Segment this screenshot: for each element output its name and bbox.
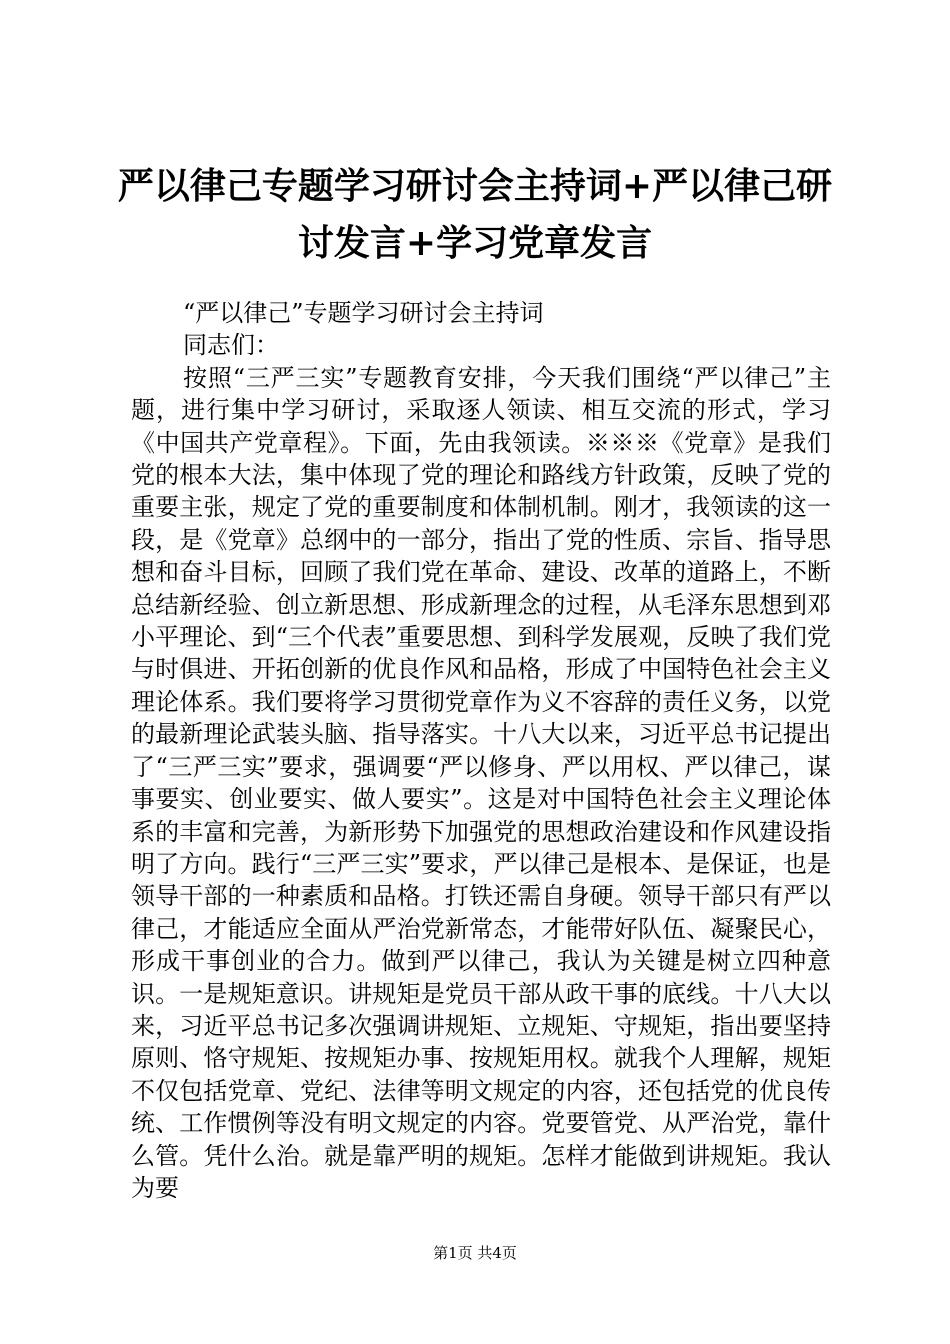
title-line-1: 严以律己专题学习研讨会主持词+严以律己研 xyxy=(117,165,833,207)
page-number: 第1页 共4页 xyxy=(433,1244,517,1262)
paragraph-subtitle: “严以律己”专题学习研讨会主持词 xyxy=(183,299,544,327)
paragraph-salutation: 同志们： xyxy=(183,331,279,360)
page-footer xyxy=(0,1243,950,1263)
paragraph-main: 按照“三严三实”专题教育安排，今天我们围绕“严以律己”主题，进行集中学习研讨，采取逐人领读、相互交流的形式，学习《中国共产党章程》。下面，先由我领读。※※※《党章》是我们党的根本大法，集中体现了党的理论和路线方针政策，反映了党的重要主张，规定了党的重要制度和体制机制。刚才，我领读的这一段，是《党章》总纲中的一部分，指出了党的性质、宗旨、指导思想和奋斗目标，回顾了我们党在革命、建设、改革的道路上，不断总结新经验、创立新思想、形成新理念的过程，从毛泽东思想到邓小平理论、到“三个代表”重要思想、到科学发展观，反映了我们党与时俱进、开拓创新的优良作风和品格，形成了中国特色社会主义理论体系。我们要将学习贯彻党章作为义不容辞的责任义务，以党的最新理论武装头脑、指导落实。十八大以来，习近平总书记提出了“三严三实”要求，强调要“严以修身、严以用权、严以律己，谋事要实、创业要实、做人要实”。这是对中国特色社会主义理论体系的丰富和完善，为新形势下加强党的思想政治建设和作风建设指明了方向。践行“三严三实”要求，严以律己是根本、是保证，也是领导干部的一种素质和品格。打铁还需自身硬。领导干部只有严以律己，才能适应全面从严治党新常态，才能带好队伍、凝聚民心，形成干事创业的合力。做到严以律己，我认为关键是树立四种意识。一是规矩意识。讲规矩是党员干部从政干事的底线。十八大以来，习近平总书记多次强调讲规矩、立规矩、守规矩，指出要坚持原则、恪守规矩、按规矩办事、按规矩用权。就我个人理解，规矩不仅包括党章、党纪、法律等明文规定的内容，还包括党的优良传统、工作惯例等没有明文规定的内容。党要管党、从严治党，靠什么管。凭什么治。就是靠严明的规矩。怎样才能做到讲规矩。我认为要 xyxy=(131,363,831,1202)
document-body xyxy=(131,297,831,1204)
title-line-2: 讨发言+学习党章发言 xyxy=(297,222,653,264)
document-title xyxy=(110,158,840,272)
